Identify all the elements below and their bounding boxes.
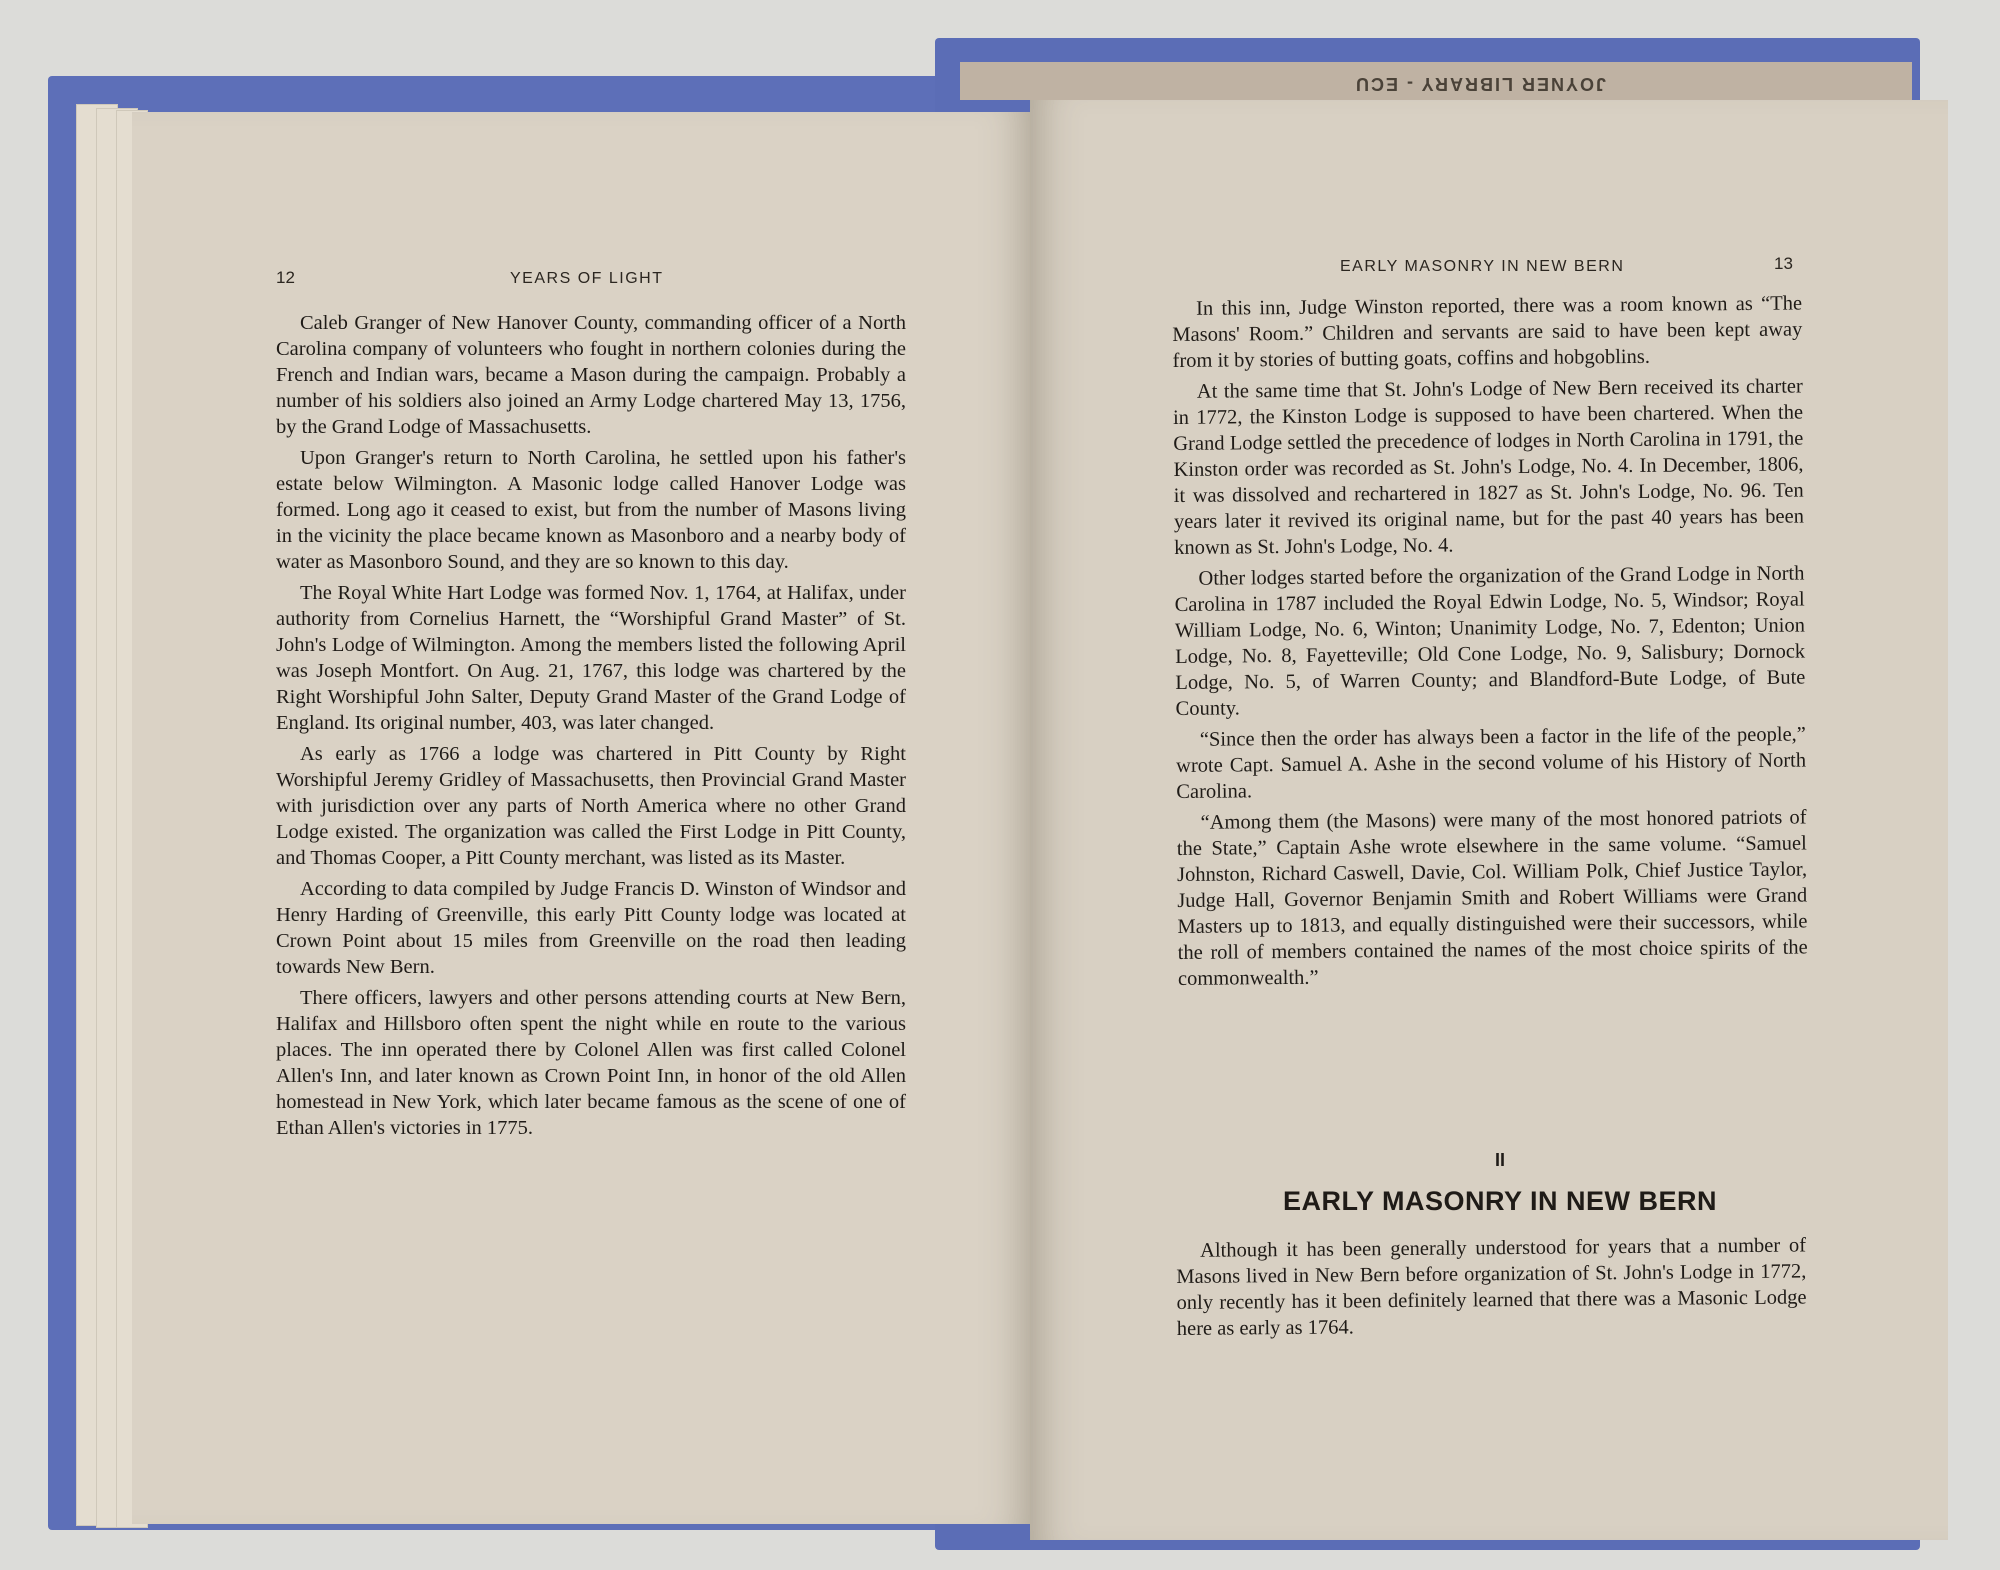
chapter-opening-text [1176,1233,1807,1347]
paragraph: As early as 1766 a lodge was chartered in Pitt County by Right Worshipful Jeremy Gridley of Massachusetts, then Provincial Grand Master with jurisdiction over any parts of North America where no other Grand Lodge existed. The organization was called the First Lodge in Pitt County, and Thomas Cooper, a Pitt County merchant, was listed as its Master. [276,743,906,869]
paragraph: Although it has been generally understood for years that a number of Masons lived in New Bern before organization of St. John's Lodge in 1772, only recently has it been definitely learned that there was a Masonic Lodge here as early as 1764. [1176,1234,1807,1340]
paragraph: At the same time that St. John's Lodge of New Bern received its charter in 1772, the Kinston Lodge is supposed to have been chartered. When the Grand Lodge settled the precedence of lodges in North Carolina in 1791, the Kinston order was recorded as St. John's Lodge, No. 4. In December, 1806, it was dissolved and rechartered in 1827 as St. John's Lodge, No. 96. Ten years later it revived its original name, but for the past 40 years has been known as St. John's Lodge, No. 4. [1172,375,1805,559]
paragraph: “Among them (the Masons) were many of the most honored patriots of the State,” Captain Ashe wrote elsewhere in the same volume. “Samuel Johnston, Richard Caswell, Davie, Col. William Polk, Chief Justice Taylor, Judge Hall, Governor Benjamin Smith and Robert Williams were Grand Masters up to 1813, and equally distinguished were their successors, while the roll of members contained the names of the most choice spirits of the commonwealth.” [1176,806,1808,990]
paragraph: “Since then the order has always been a factor in the life of the people,” wrote Capt. Samuel A. Ashe in the second volume of his History of North Carolina. [1176,723,1807,803]
running-head-right: EARLY MASONRY IN NEW BERN [1340,258,1625,275]
paragraph: There officers, lawyers and other persons attending courts at New Bern, Halifax and Hillsboro often spent the night while en route to the various places. The inn operated there by Colonel Allen was first called Colonel Allen's Inn, and later known as Crown Point Inn, in honor of the old Allen homestead in New York, which later became famous as the scene of one of Ethan Allen's victories in 1775. [276,987,906,1139]
paragraph: According to data compiled by Judge Francis D. Winston of Windsor and Henry Harding of Greenville, this early Pitt County lodge was located at Crown Point about 15 miles from Greenville on the road then leading towards New Bern. [276,878,906,978]
running-head-left: YEARS OF LIGHT [510,270,664,287]
paragraph: Caleb Granger of New Hanover County, commanding officer of a North Carolina company of volunteers who fought in northern colonies during the French and Indian wars, became a Mason during the campaign. Probably a number of his soldiers also joined an Army Lodge chartered May 13, 1756, by the Grand Lodge of Massachusetts. [276,312,906,438]
chapter-number: II [1494,1150,1505,1170]
paragraph: Other lodges started before the organization of the Grand Lodge in North Carolina in 1787 included the Royal Edwin Lodge, No. 5, Windsor; Royal William Lodge, No. 6, Winton; Unanimity Lodge, No. 7, Edenton; Union Lodge, No. 8, Fayetteville; Old Cone Lodge, No. 9, Salisbury; Dornock Lodge, No. 5, of Warren County; and Blandford-Bute Lodge, of Bute County. [1174,562,1806,720]
paragraph: Upon Granger's return to North Carolina, he settled upon his father's estate below Wilmington. A Masonic lodge called Hanover Lodge was formed. Long ago it ceased to exist, but from the number of Masons living in the vicinity the place became known as Masonboro and a nearby body of water as Masonboro Sound, and they are so known to this day. [276,447,906,573]
chapter-title: EARLY MASONRY IN NEW BERN [1282,1186,1718,1216]
paragraph: The Royal White Hart Lodge was formed Nov. 1, 1764, at Halifax, under authority from Cornelius Harnett, the “Worshipful Grand Master” of St. John's Lodge of Wilmington. Among the members listed the following April was Joseph Montfort. On Aug. 21, 1767, this lodge was chartered by the Right Worshipful John Salter, Deputy Grand Master of the Grand Lodge of England. Its original number, 403, was later changed. [276,582,906,734]
page-number-left: 12 [276,268,295,287]
right-page-text [1172,291,1808,997]
page-number-right: 13 [1774,254,1793,273]
left-page-text [276,310,906,1146]
library-stamp: JOYNER LIBRARY - ECU [1353,74,1607,94]
paragraph: In this inn, Judge Winston reported, there was a room known as “The Masons' Room.” Children and servants are said to have been kept away from it by stories of butting goats, coffins and hobgoblins. [1172,292,1803,372]
